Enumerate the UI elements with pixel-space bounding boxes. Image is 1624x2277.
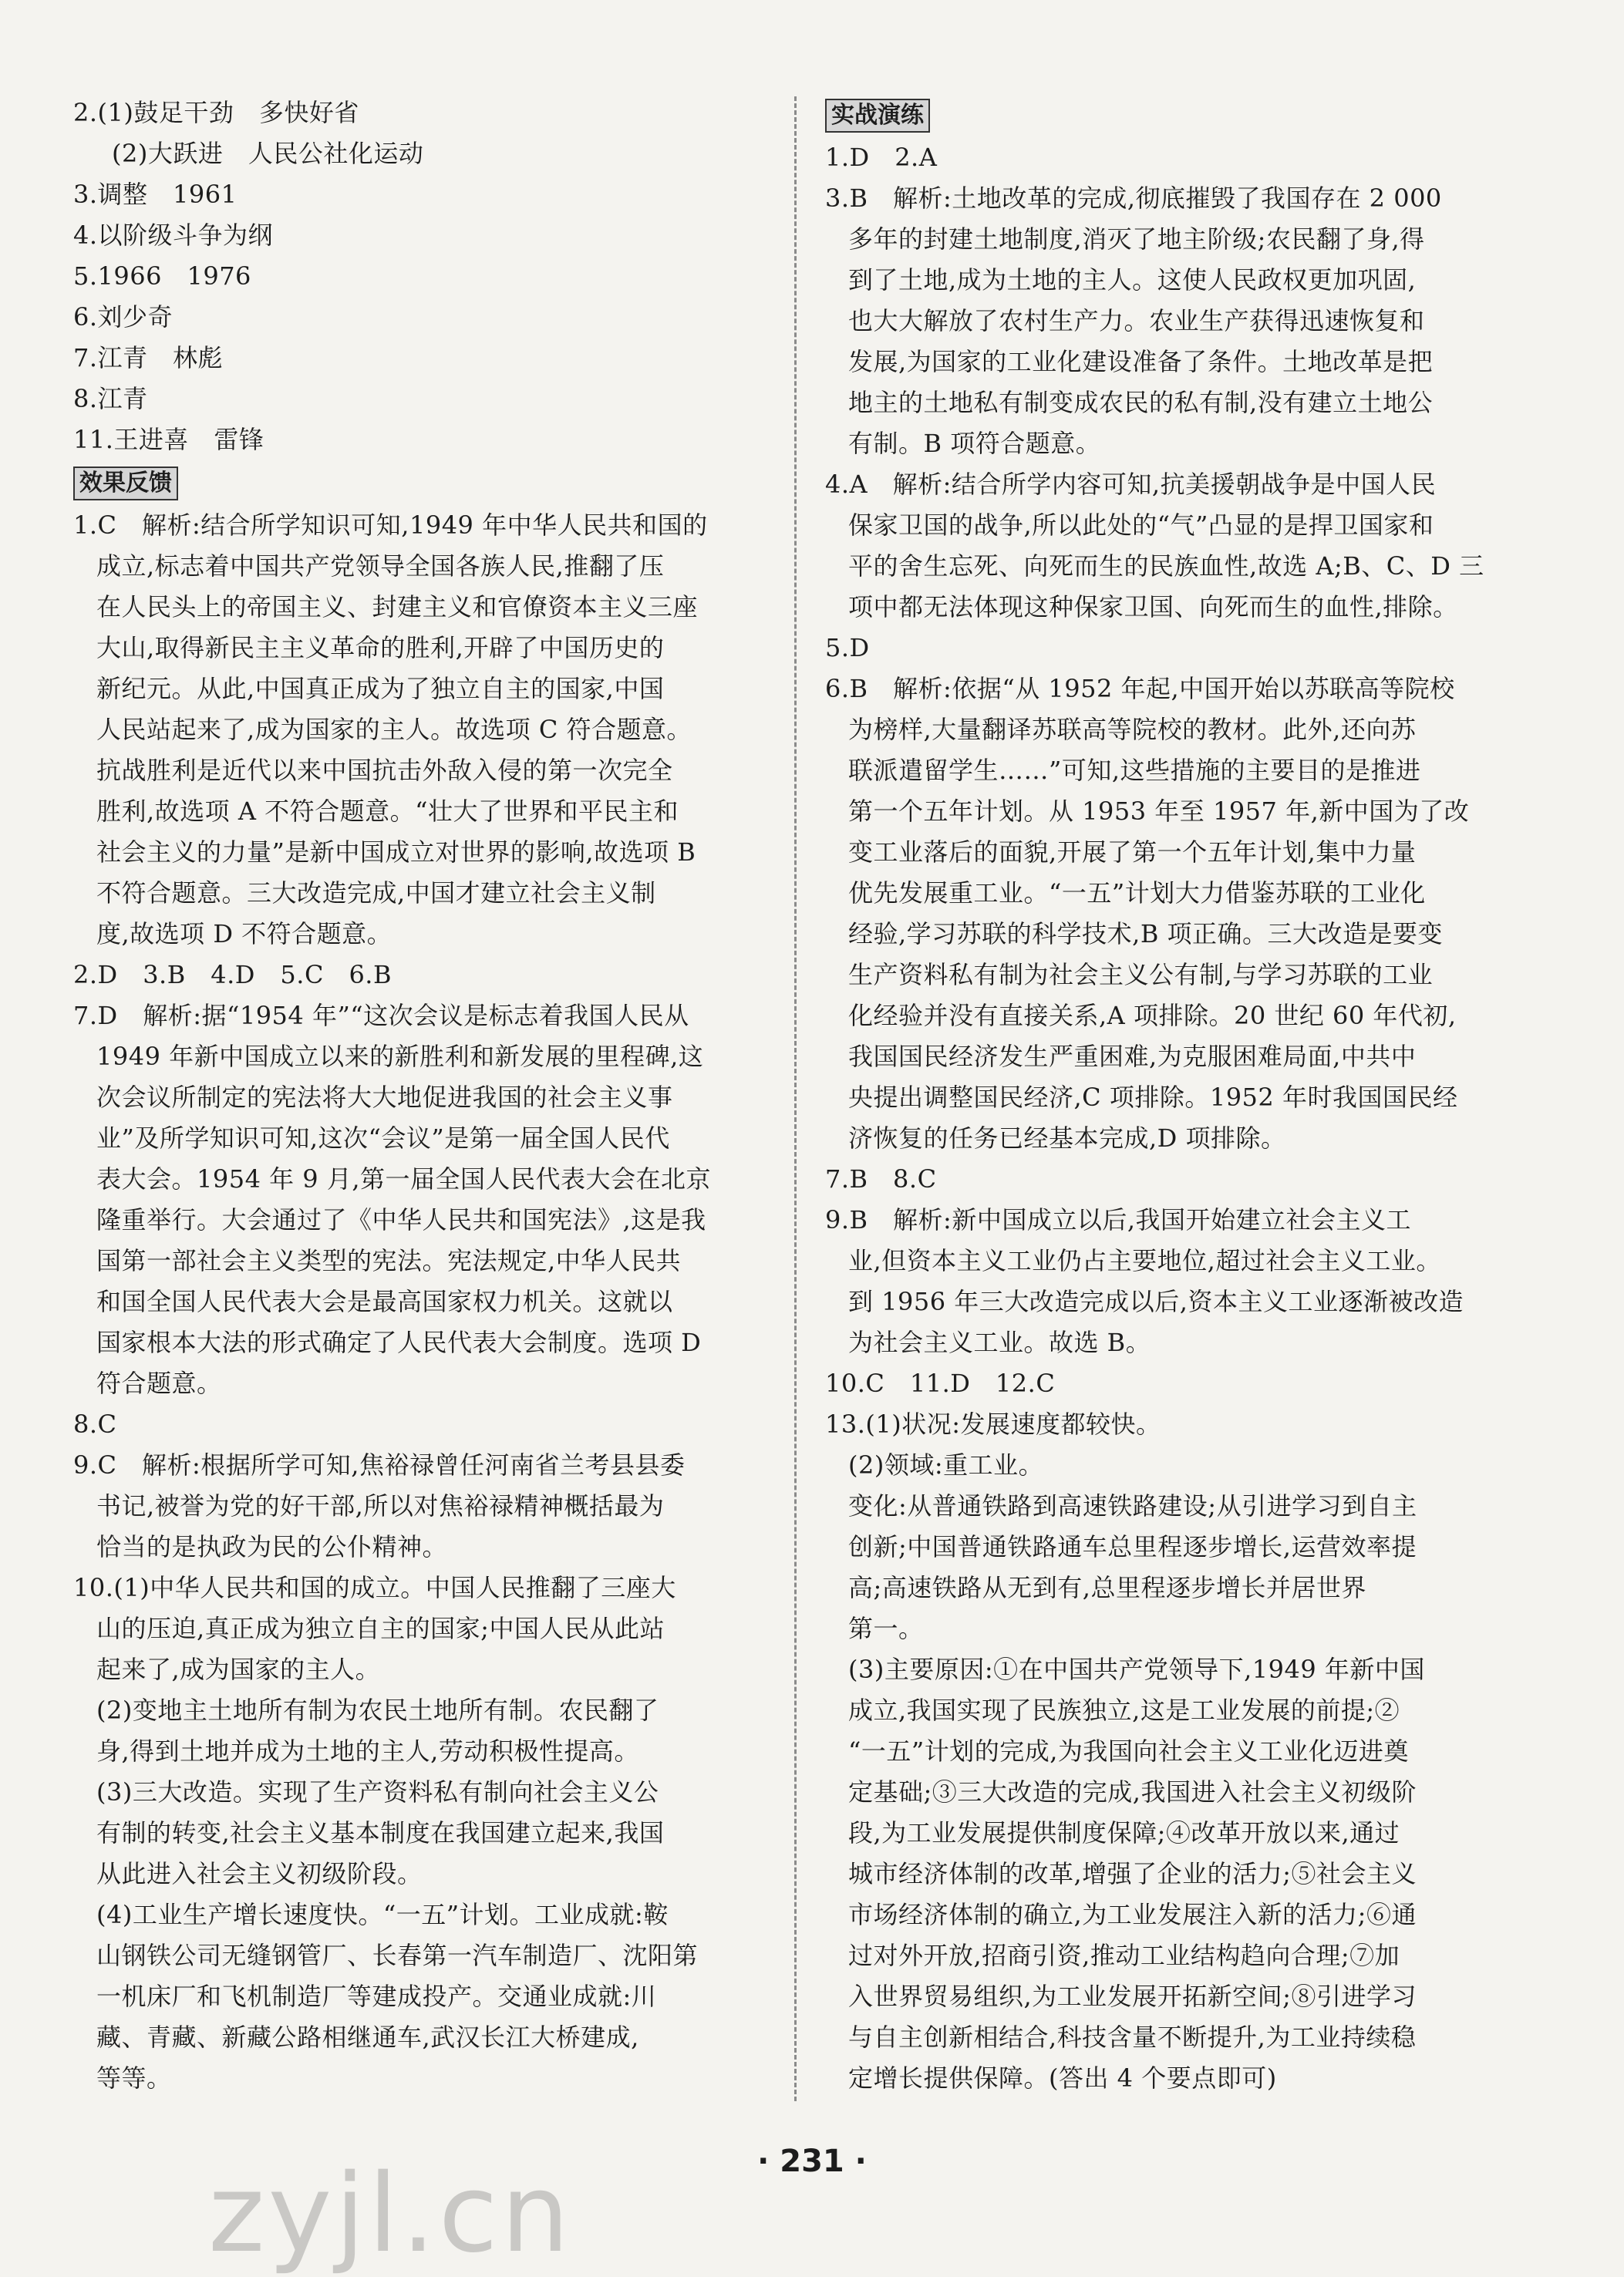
text-line: “一五”计划的完成,为我国向社会主义工业化迈进奠 — [848, 1736, 1409, 1766]
text-line: 4.以阶级斗争为纲 — [73, 221, 274, 250]
text-line: 业,但资本主义工业仍占主要地位,超过社会主义工业。 — [848, 1246, 1441, 1275]
text-line: 6.B 解析:依据“从 1952 年起,中国开始以苏联高等院校 — [825, 674, 1455, 703]
text-line: 1949 年新中国成立以来的新胜利和新发展的里程碑,这 — [96, 1042, 704, 1071]
text-line: 在人民头上的帝国主义、封建主义和官僚资本主义三座 — [96, 592, 699, 621]
text-line: 次会议所制定的宪法将大大地促进我国的社会主义事 — [96, 1083, 673, 1112]
text-line: 5.1966 1976 — [73, 261, 251, 291]
text-line: 11.王进喜 雷锋 — [73, 425, 264, 454]
text-line: 8.C — [73, 1410, 117, 1439]
text-line: 1.C 解析:结合所学知识可知,1949 年中华人民共和国的 — [73, 510, 708, 540]
right-column — [825, 93, 1523, 2099]
text-line: (2)变地主土地所有制为农民土地所有制。农民翻了 — [96, 1696, 659, 1725]
text-line: 到 1956 年三大改造完成以后,资本主义工业逐渐被改造 — [848, 1287, 1464, 1316]
text-line: 保家卫国的战争,所以此处的“气”凸显的是捍卫国家和 — [848, 510, 1434, 540]
left-top-answers — [73, 93, 767, 460]
text-line: 隆重举行。大会通过了《中华人民共和国宪法》,这是我 — [96, 1205, 706, 1234]
text-line: (3)三大改造。实现了生产资料私有制向社会主义公 — [96, 1777, 659, 1807]
text-line: 4.A 解析:结合所学内容可知,抗美援朝战争是中国人民 — [825, 470, 1437, 499]
text-line: 社会主义的力量”是新中国成立对世界的影响,故选项 B — [96, 837, 696, 867]
text-line: 变工业落后的面貌,开展了第一个五年计划,集中力量 — [848, 837, 1417, 867]
text-line: 9.C 解析:根据所学可知,焦裕禄曾任河南省兰考县县委 — [73, 1450, 686, 1480]
text-line: 段,为工业发展提供制度保障;④改革开放以来,通过 — [848, 1818, 1400, 1848]
text-line: 和国全国人民代表大会是最高国家权力机关。这就以 — [96, 1287, 673, 1316]
text-line: 成立,标志着中国共产党领导全国各族人民,推翻了压 — [96, 551, 665, 581]
right-body-answers — [825, 137, 1523, 2099]
text-line: 8.江青 — [73, 384, 148, 413]
text-line: 有制的转变,社会主义基本制度在我国建立起来,我国 — [96, 1818, 665, 1848]
text-line: 3.B 解析:土地改革的完成,彻底摧毁了我国存在 2 000 — [825, 184, 1442, 213]
text-line: 我国国民经济发生严重困难,为克服困难局面,中共中 — [848, 1042, 1417, 1071]
text-line: (3)主要原因:①在中国共产党领导下,1949 年新中国 — [848, 1655, 1425, 1684]
text-line: 生产资料私有制为社会主义公有制,与学习苏联的工业 — [848, 960, 1434, 989]
text-line: 定增长提供保障。(答出 4 个要点即可) — [848, 2063, 1277, 2093]
text-line: 抗战胜利是近代以来中国抗击外敌入侵的第一次完全 — [96, 756, 673, 785]
text-line: 13.(1)状况:发展速度都较快。 — [825, 1410, 1161, 1439]
column-divider — [794, 96, 797, 2101]
text-line: 度,故选项 D 不符合题意。 — [96, 919, 393, 948]
text-line: 城市经济体制的改革,增强了企业的活力;⑤社会主义 — [848, 1859, 1417, 1888]
text-line: 为榜样,大量翻译苏联高等院校的教材。此外,还向苏 — [848, 715, 1417, 744]
text-line: 第一个五年计划。从 1953 年至 1957 年,新中国为了改 — [848, 797, 1470, 826]
text-line: 7.B 8.C — [825, 1164, 937, 1194]
text-line: 5.D — [825, 633, 870, 662]
text-line: 成立,我国实现了民族独立,这是工业发展的前提;② — [848, 1696, 1400, 1725]
text-line: 新纪元。从此,中国真正成为了独立自主的国家,中国 — [96, 674, 665, 703]
text-line: 胜利,故选项 A 不符合题意。“壮大了世界和平民主和 — [96, 797, 679, 826]
section-heading-feedback: 效果反馈 — [73, 467, 178, 500]
text-line: 2.(1)鼓足干劲 多快好省 — [73, 98, 359, 127]
text-line: 发展,为国家的工业化建设准备了条件。土地改革是把 — [848, 347, 1434, 376]
text-line: 2.D 3.B 4.D 5.C 6.B — [73, 960, 392, 989]
watermark-logo: zyjl.cn — [208, 2151, 573, 2277]
left-body-answers — [73, 505, 767, 2099]
text-line: 有制。B 项符合题意。 — [848, 429, 1101, 458]
text-line: 济恢复的任务已经基本完成,D 项排除。 — [848, 1123, 1286, 1153]
page-number: · 231 · — [757, 2144, 867, 2179]
text-line: 为社会主义工业。故选 B。 — [848, 1328, 1151, 1357]
text-line: 人民站起来了,成为国家的主人。故选项 C 符合题意。 — [96, 715, 692, 744]
section-heading-practice: 实战演练 — [825, 99, 930, 133]
text-line: 10.(1)中华人民共和国的成立。中国人民推翻了三座大 — [73, 1573, 676, 1602]
text-line: 入世界贸易组织,为工业发展开拓新空间;⑧引进学习 — [848, 1982, 1417, 2011]
text-line: 7.D 解析:据“1954 年”“这次会议是标志着我国人民从 — [73, 1001, 689, 1030]
text-line: 9.B 解析:新中国成立以后,我国开始建立社会主义工 — [825, 1205, 1412, 1234]
text-line: 高;高速铁路从无到有,总里程逐步增长并居世界 — [848, 1573, 1366, 1602]
text-line: 藏、青藏、新藏公路相继通车,武汉长江大桥建成, — [96, 2023, 639, 2052]
text-line: 身,得到土地并成为土地的主人,劳动积极性提高。 — [96, 1736, 639, 1766]
text-line: 创新;中国普通铁路通车总里程逐步增长,运营效率提 — [848, 1532, 1417, 1561]
text-line: 第一。 — [848, 1614, 924, 1643]
text-line: 地主的土地私有制变成农民的私有制,没有建立土地公 — [848, 388, 1434, 417]
text-line: 国家根本大法的形式确定了人民代表大会制度。选项 D — [96, 1328, 702, 1357]
text-line: 多年的封建土地制度,消灭了地主阶级;农民翻了身,得 — [848, 224, 1425, 254]
text-line: 到了土地,成为土地的主人。这使人民政权更加巩固, — [848, 265, 1417, 295]
text-line: 业”及所学知识可知,这次“会议”是第一届全国人民代 — [96, 1123, 670, 1153]
text-line: 1.D 2.A — [825, 143, 938, 172]
text-line: (4)工业生产增长速度快。“一五”计划。工业成就:鞍 — [96, 1900, 669, 1929]
text-line: 一机床厂和飞机制造厂等建成投产。交通业成就:川 — [96, 1982, 657, 2011]
text-line: 3.调整 1961 — [73, 180, 238, 209]
text-line: 变化:从普通铁路到高速铁路建设;从引进学习到自主 — [848, 1491, 1417, 1521]
text-line: 表大会。1954 年 9 月,第一届全国人民代表大会在北京 — [96, 1164, 711, 1194]
text-line: 符合题意。 — [96, 1369, 222, 1398]
text-line: 国第一部社会主义类型的宪法。宪法规定,中华人民共 — [96, 1246, 682, 1275]
text-line: 书记,被誉为党的好干部,所以对焦裕禄精神概括最为 — [96, 1491, 665, 1521]
text-line: 央提出调整国民经济,C 项排除。1952 年时我国国民经 — [848, 1083, 1458, 1112]
text-line: 优先发展重工业。“一五”计划大力借鉴苏联的工业化 — [848, 878, 1426, 908]
text-line: 大山,取得新民主主义革命的胜利,开辟了中国历史的 — [96, 633, 665, 662]
text-line: 10.C 11.D 12.C — [825, 1369, 1056, 1398]
text-line: 联派遣留学生……”可知,这些措施的主要目的是推进 — [848, 756, 1421, 785]
text-line: 定基础;③三大改造的完成,我国进入社会主义初级阶 — [848, 1777, 1417, 1807]
text-line: 恰当的是执政为民的公仆精神。 — [96, 1532, 448, 1561]
text-line: 不符合题意。三大改造完成,中国才建立社会主义制 — [96, 878, 656, 908]
text-line: (2)领域:重工业。 — [848, 1450, 1044, 1480]
text-line: 平的舍生忘死、向死而生的民族血性,故选 A;B、C、D 三 — [848, 551, 1484, 581]
text-line: 化经验并没有直接关系,A 项排除。20 世纪 60 年代初, — [848, 1001, 1457, 1030]
text-line: 经验,学习苏联的科学技术,B 项正确。三大改造是要变 — [848, 919, 1444, 948]
text-line: 也大大解放了农村生产力。农业生产获得迅速恢复和 — [848, 306, 1425, 335]
text-line: 过对外开放,招商引资,推动工业结构趋向合理;⑦加 — [848, 1941, 1400, 1970]
text-line: 等等。 — [96, 2063, 172, 2093]
text-line: 7.江青 林彪 — [73, 343, 224, 372]
text-line: 起来了,成为国家的主人。 — [96, 1655, 381, 1684]
text-line: (2)大跃进 人民公社化运动 — [112, 139, 424, 168]
text-line: 山的压迫,真正成为独立自主的国家;中国人民从此站 — [96, 1614, 665, 1643]
text-line: 与自主创新相结合,科技含量不断提升,为工业持续稳 — [848, 2023, 1417, 2052]
left-column — [73, 93, 767, 2099]
text-line: 从此进入社会主义初级阶段。 — [96, 1859, 423, 1888]
text-line: 市场经济体制的确立,为工业发展注入新的活力;⑥通 — [848, 1900, 1417, 1929]
text-line: 山钢铁公司无缝钢管厂、长春第一汽车制造厂、沈阳第 — [96, 1941, 699, 1970]
text-line: 项中都无法体现这种保家卫国、向死而生的血性,排除。 — [848, 592, 1458, 621]
text-line: 6.刘少奇 — [73, 302, 174, 332]
